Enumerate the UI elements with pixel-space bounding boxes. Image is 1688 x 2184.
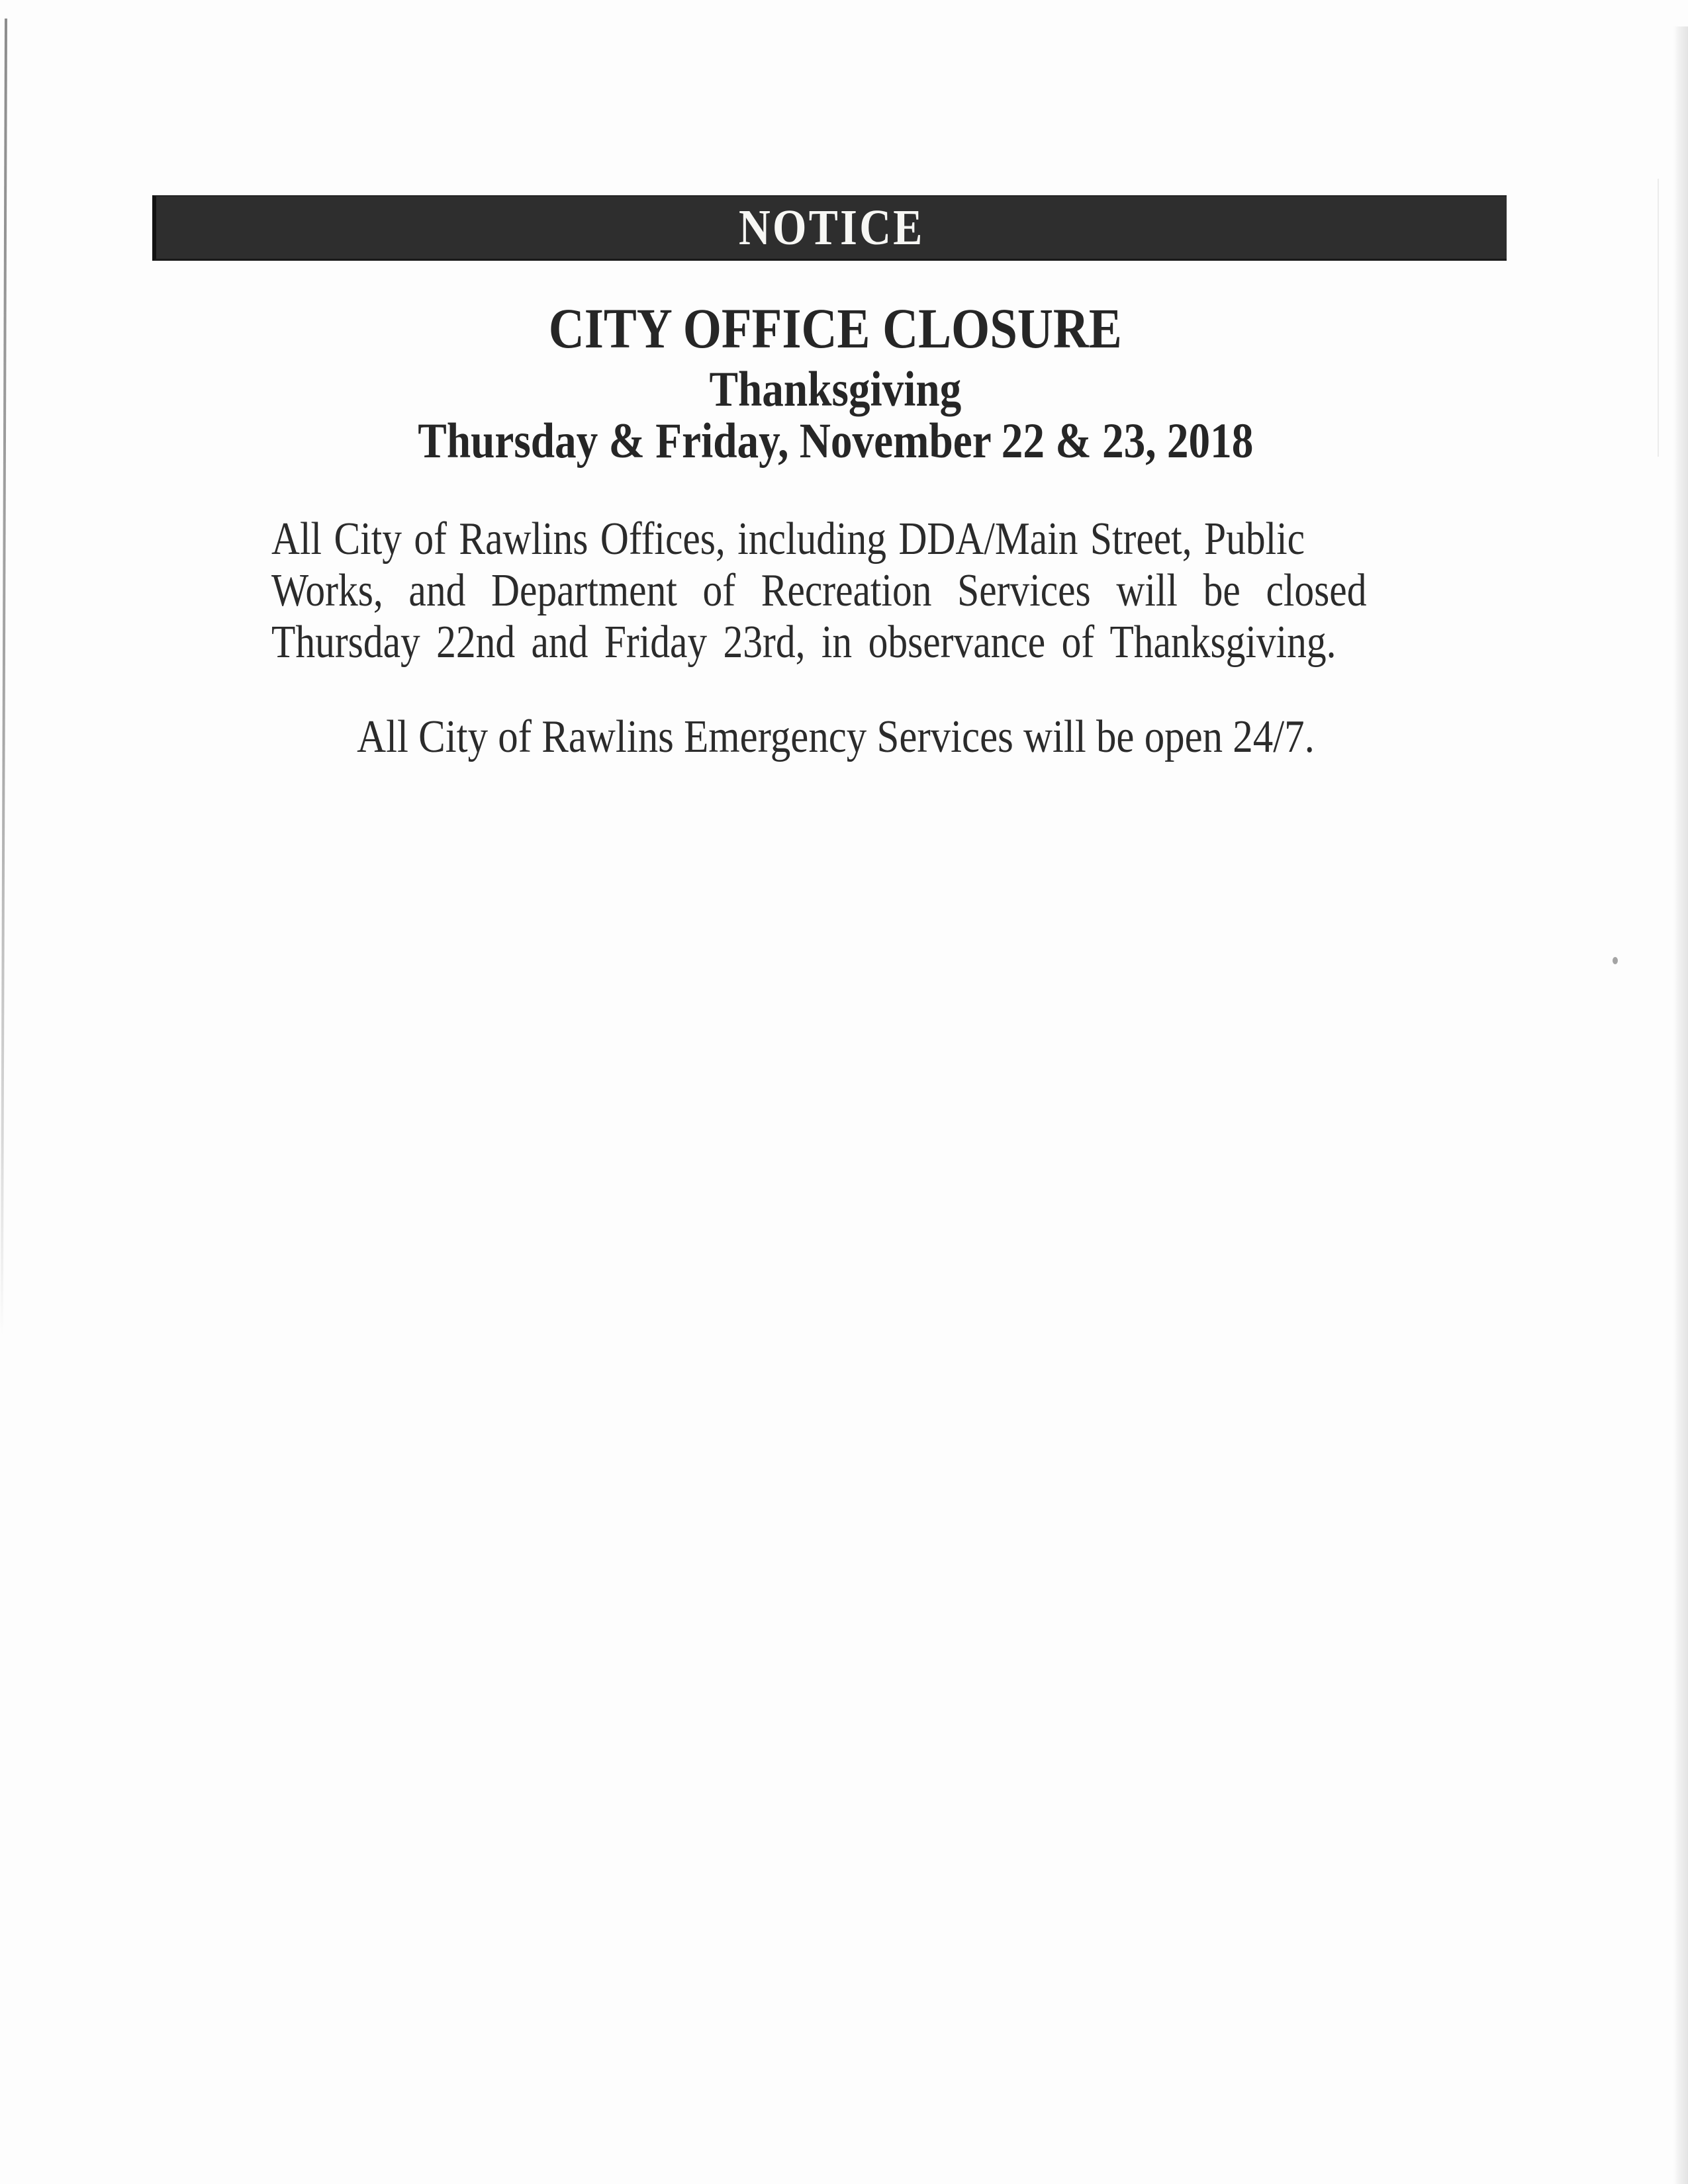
notice-banner-label: NOTICE [738,199,925,255]
closure-paragraph-line-2: Works, and Department of Recreation Services will be closed [271,565,1367,616]
subtitle-band [0,364,1671,467]
subtitle-date-line [0,416,1671,467]
closure-paragraph-line-3: Thursday 22nd and Friday 23rd, in observance of Thanksgiving. [271,617,1336,668]
subtitle-holiday: Thanksgiving [709,362,962,417]
notice-banner [152,195,1507,261]
scan-edge-artifact-left [1,19,7,1336]
scan-speck-artifact [1613,957,1618,964]
subtitle-holiday-line [0,364,1671,416]
subtitle-date: Thursday & Friday, November 22 & 23, 2018 [417,414,1254,469]
page-title-band [0,297,1671,360]
emergency-line-band [0,711,1671,763]
emergency-services-line: All City of Rawlins Emergency Services will be open 24/7. [356,711,1315,762]
page-title: CITY OFFICE CLOSURE [548,296,1123,360]
closure-paragraph [271,514,1414,668]
scan-edge-artifact-right [1673,26,1688,2184]
closure-paragraph-line-1: All City of Rawlins Offices, including DDA/Main Street, Public [271,514,1305,565]
